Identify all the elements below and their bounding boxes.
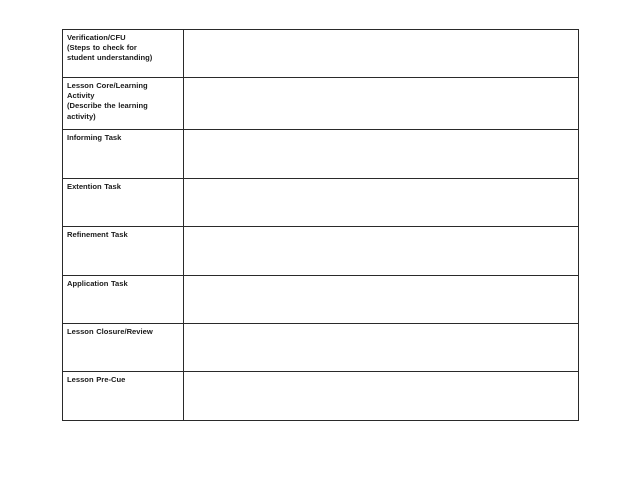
row-content-lesson-pre-cue[interactable]	[184, 372, 579, 421]
row-content-application-task[interactable]	[184, 276, 579, 324]
row-label-verification: Verification/CFU (Steps to check for student understanding)	[63, 30, 184, 78]
row-label-extention-task: Extention Task	[63, 179, 184, 227]
table-row-refinement-task	[63, 227, 579, 276]
row-label-lesson-closure: Lesson Closure/Review	[63, 324, 184, 372]
table-row-lesson-core	[63, 78, 579, 130]
row-content-informing-task[interactable]	[184, 130, 579, 179]
row-label-lesson-core: Lesson Core/Learning Activity (Describe the learning activity)	[63, 78, 184, 130]
table-row-informing-task	[63, 130, 579, 179]
row-label-lesson-pre-cue: Lesson Pre-Cue	[63, 372, 184, 421]
table-row-verification	[63, 30, 579, 78]
row-label-informing-task: Informing Task	[63, 130, 184, 179]
row-label-application-task: Application Task	[63, 276, 184, 324]
table-row-application-task	[63, 276, 579, 324]
row-content-lesson-closure[interactable]	[184, 324, 579, 372]
table-row-lesson-pre-cue	[63, 372, 579, 421]
table-row-lesson-closure	[63, 324, 579, 372]
row-content-extention-task[interactable]	[184, 179, 579, 227]
row-content-lesson-core[interactable]	[184, 78, 579, 130]
row-label-refinement-task: Refinement Task	[63, 227, 184, 276]
row-content-verification[interactable]	[184, 30, 579, 78]
row-content-refinement-task[interactable]	[184, 227, 579, 276]
lesson-plan-table	[62, 29, 579, 421]
table-row-extention-task	[63, 179, 579, 227]
